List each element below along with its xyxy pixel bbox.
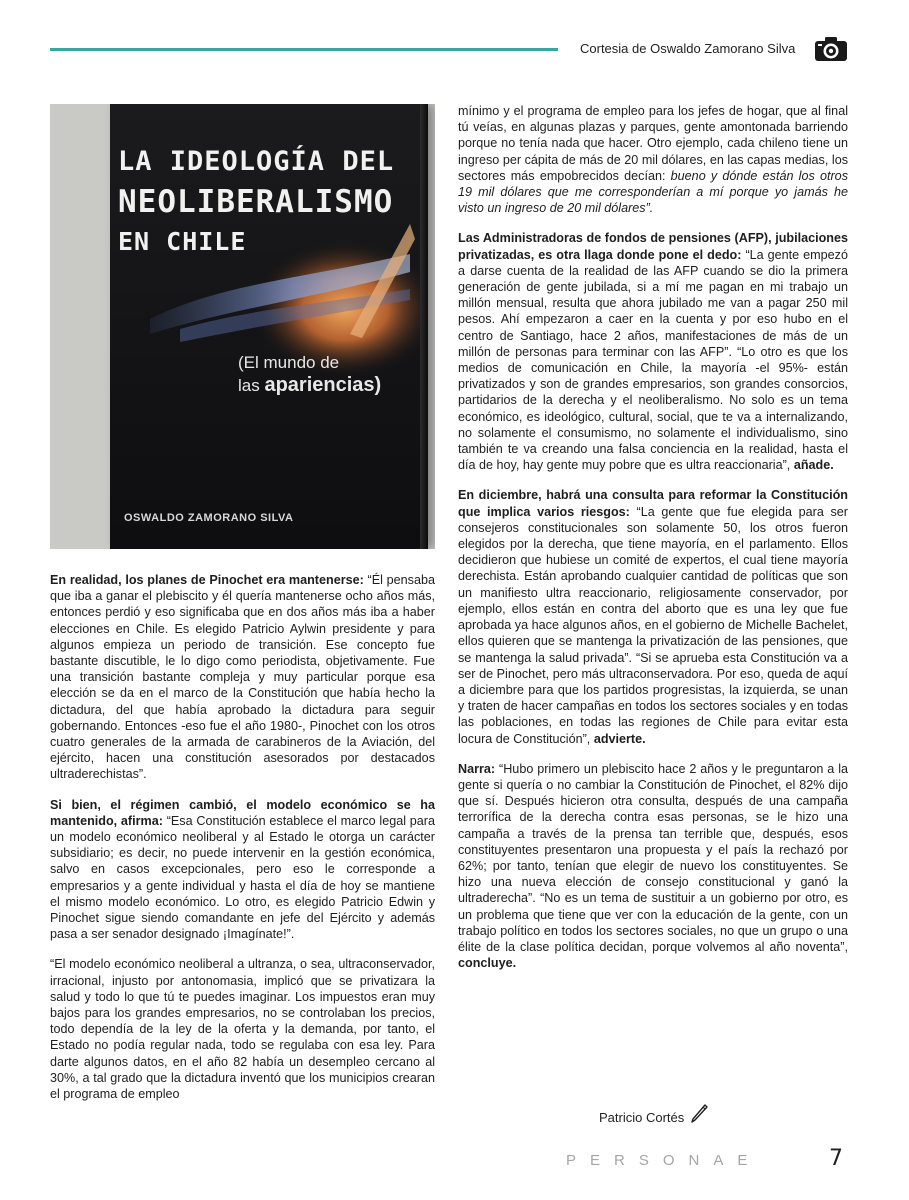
paragraph — [50, 797, 435, 943]
paragraph — [50, 572, 435, 783]
paragraph-body: “La gente que fue elegida para ser consejeros constitucionales son solamente 50, los otros fueron elegidos por la derecha, que tiene mayoría, en el parlamento. Ellos decidieron que hubiese un comité de expertos, el cual tiene mayoría derechista. Están aprobando cualquier cantidad de políticas que son un manifiesto ultra reaccionario, religiosamente conservador, por ejemplo, ellos están en contra del aborto que es una ley que fue aprobada ya hace algunos años, en el gobierno de Michelle Bachelet, ellos quieren que se mantenga la privatización de las pensiones, que se mantenga la salud privada”. “Si se aprueba esta Constitución va a ser de Pinochet, pero más ultraconservadora. Por eso, queda de aquí a diciembre para que los partidos progresistas, la izquierda, se unan y traten de hacer campañas en todos los sectores sociales y en todas las poblaciones, en todas las regiones de Chile para evitar esta locura de Constitución”, — [458, 504, 848, 746]
paragraph — [458, 103, 848, 216]
book-title — [118, 142, 418, 262]
book-title-line2: NEOLIBERALISMO — [118, 184, 394, 220]
header-rule — [50, 48, 558, 51]
book-subtitle — [238, 352, 408, 397]
book-title-line3: EN CHILE — [118, 227, 247, 256]
paragraph-lead: En realidad, los planes de Pinochet era mantenerse: — [50, 573, 364, 587]
paragraph-body: “Él pensaba que iba a ganar el plebiscito y él quería mantenerse ocho años más, entonces perdió y eso significaba que en dos años más iba a haber elecciones en Chile. Es elegido Patricio Aylwin presidente y para algunos empieza un periodo de transición. Ese concepto fue bastante discutible, le lo digo como periodista, objetivamente. Fue una transición bastante compleja y muy particular porque esa elección se da en el marco de la Constitución que había hecho la dictadura, del que había aprobado la dictadura para seguir gobernando. Entonces -eso fue el año 1980-, Pinochet con los otros cuatro generales de la armada de carabineros de la Aviación, del ejército, hacen una constitución asesorados por destacados ultraderechistas”. — [50, 573, 435, 782]
paragraph-lead: Narra: — [458, 761, 496, 776]
paragraph-lead: En diciembre, habrá una consulta para reformar la Constitución que implica varios riesgos: — [458, 488, 848, 519]
paragraph-lead: Si bien, el régimen cambió, el modelo económico se ha mantenido, afirma: — [50, 797, 435, 828]
camera-icon — [814, 36, 848, 62]
book-spine — [420, 104, 428, 549]
book-subtitle-bold: apariencias) — [264, 374, 382, 396]
book-author: OSWALDO ZAMORANO SILVA — [124, 512, 294, 524]
book-subtitle-prefix: las — [238, 376, 265, 395]
book-cover-photo — [50, 104, 435, 549]
paragraph — [50, 956, 435, 1102]
magazine-brand: PERSONAE — [566, 1152, 762, 1169]
paragraph-tail: añade. — [793, 458, 834, 473]
paragraph-body: mínimo y el programa de empleo para los jefes de hogar, que al final tú veías, en algunas plazas y parques, gente amontonada barriendo porque no tenía nada que hacer. Otro ejemplo, cada chileno tiene un ingreso per cápita de más de 20 mil dólares, en las capas medias, los sectores más empobrecidos decían: — [458, 104, 848, 183]
paragraph-body: “El modelo económico neoliberal a ultranza, o sea, ultraconservador, irracional, injusto por antonomasia, implicó que se privatizara la salud y todo lo que tú te puedes imaginar. Los impuestos eran muy bajos para los grandes empresarios, no se controlaban los precios, todo dependía de la ley de la oferta y la demanda, por tanto, el Estado no podía regular nada, todo se regulaba con esa ley. Para darte algunos datos, en el año 82 había un desempleo cercano al 30%, a tal grado que la dictadura inventó que los municipios crearan el programa de empleo — [50, 957, 435, 1102]
book-title-line1: LA IDEOLOGÍA DEL — [118, 146, 395, 177]
author-signature: Patricio Cortés — [599, 1110, 685, 1125]
paragraph — [458, 761, 848, 972]
book-subtitle-line1: (El mundo de — [238, 353, 340, 372]
paragraph-tail: concluye. — [458, 956, 517, 971]
book — [110, 104, 428, 549]
paragraph-body: “La gente empezó a darse cuenta de la realidad de las AFP cuando se dio la primera generación de gente jubilada, si a mí me pagan en mi trabajo un millón mensual, resulta que ahora jubilado me van a pagar 250 mil pesos. Ahí empezaron a caer en la cuenta y por eso hubo en el centro de Santiago, hace 2 años, manifestaciones de más de un millón de personas para terminar con las AFP”. “Lo otro es que los medios de comunicación en Chile, la mayoría -el 95%- están privatizados y son de grandes empresarios, son grandes consorcios, partidarios de la derecha y el neoliberalismo. No solo es un tema económico, es ideológico, cultural, social, que te va a internalizando, no solamente el consumismo, no solamente el individualismo, sino también te va creando una falsa conciencia en la realidad, hasta el día de hoy, hay gente muy pobre que es ultra reaccionaria”, — [458, 247, 848, 473]
paragraph-lead: Las Administradoras de fondos de pensiones (AFP), jubilaciones privatizadas, es otra llaga donde pone el dedo: — [458, 231, 848, 262]
photo-credit: Cortesia de Oswaldo Zamorano Silva — [580, 41, 796, 56]
page-number: 7 — [829, 1146, 843, 1171]
right-column — [458, 103, 848, 985]
paragraph-body: “Hubo primero un plebiscito hace 2 años y le preguntaron a la gente si quería o no cambiar la Constitución de Pinochet, el 82% dijo que sí. Después hicieron otra consulta, después de una campaña terrorífica de la derecha contra esas personas, se le hizo una campaña a través de la prensa tan terrible que, después, esos constituyentes presentaron una propuesta y el país la rechazó por 62%; por tanto, tenían que elegir de nuevo los constituyentes. Se hizo una nueva elección de consejo constitucional y ganó la ultraderecha”. “No es un tema de sustituir a un gobierno por otro, es un problema que tiene que ver con la educación de la gente, con un trabajo político en todos los sectores sociales, no que un grupo o una élite de la clase política decidan, porque volvemos al año noventa”, — [458, 761, 848, 954]
pen-icon — [690, 1104, 708, 1124]
paragraph-body: “Esa Constitución establece el marco legal para un modelo económico neoliberal y al Estado le otorga un carácter subsidiario; es decir, no puede intervenir en la gestión económica, salvo en casos excepcionales, pero eso le corresponde a empresarios y a gente individual y hasta el día de hoy se mantiene el mismo modelo económico. Lo otro, es elegido Patricio Edwin y Pinochet sigue siendo comandante en jefe del Ejército y además pasa a ser senador designado ¡Imagínate!”. — [50, 813, 435, 942]
paragraph-tail: advierte. — [593, 731, 646, 746]
paragraph — [458, 487, 848, 746]
paragraph — [458, 230, 848, 473]
left-column — [50, 572, 435, 1116]
paragraph-italic: bueno y dónde están los otros 19 mil dólares que me corresponderían a mí porque yo jamás he visto un ingreso de 20 mil dólares”. — [458, 168, 848, 216]
